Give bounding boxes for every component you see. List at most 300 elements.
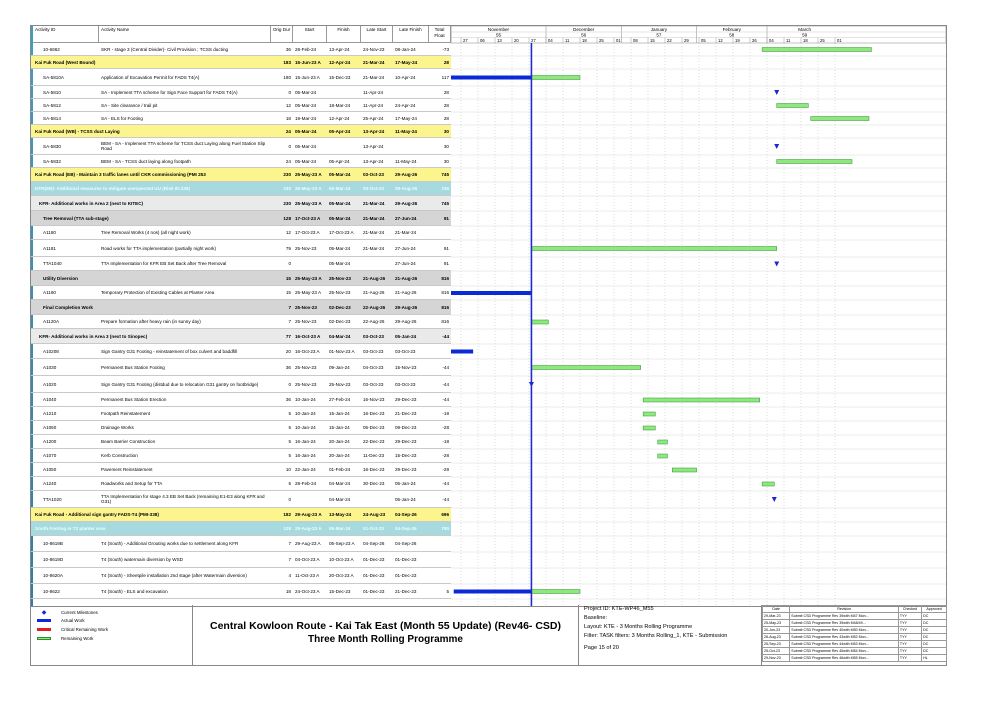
cell-tf: -44 xyxy=(442,381,449,387)
cell-start: 25-May-23 A xyxy=(295,172,322,177)
cell-lf: 29-Aug-26 xyxy=(395,172,418,177)
cell-start: 15-Jun-23 A xyxy=(295,59,321,65)
revision-cell: HL xyxy=(922,655,947,662)
cell-finish: 20-Jan-24 xyxy=(329,453,350,458)
cell-start xyxy=(293,257,327,270)
cell-finish: 02-Dec-23 xyxy=(329,319,351,324)
cell-tf: 30 xyxy=(443,143,449,149)
cell-start: 25-Nov-23 xyxy=(295,245,317,251)
cell-ls: 21-Mar-24 xyxy=(363,245,385,251)
cell-start: 25-Nov-23 xyxy=(295,304,317,310)
cell-tf xyxy=(429,536,451,551)
table-row[interactable] xyxy=(31,315,451,329)
table-row[interactable] xyxy=(31,491,451,508)
cell-start: 25-May-23 A xyxy=(295,200,322,206)
table-row[interactable] xyxy=(31,43,451,56)
remaining-work-bar xyxy=(762,482,774,486)
revision-cell: 29-Nov-23 xyxy=(763,655,790,662)
table-row[interactable] xyxy=(31,155,451,168)
col-header-late-start[interactable]: Late Start xyxy=(361,26,393,43)
table-row[interactable] xyxy=(31,240,451,257)
table-row[interactable] xyxy=(31,226,451,240)
cell-dur: 182 xyxy=(283,512,291,517)
cell-dur: 36 xyxy=(285,46,291,52)
revision-row xyxy=(763,648,947,655)
milestone-marker xyxy=(772,497,777,502)
cell-name: T4 (South) - Additional Grouting works due to settlement along KFR xyxy=(101,541,239,546)
table-row[interactable] xyxy=(31,393,451,407)
cell-lf: 04-Sep-26 xyxy=(395,512,417,517)
group-header-row[interactable] xyxy=(31,508,451,522)
cell-finish: 02-Dec-23 xyxy=(329,304,351,310)
cell-dur: 0 xyxy=(288,143,291,149)
cell-name: T4 (South) watermain diversion by WSD xyxy=(101,557,183,562)
cell-ls: 01-Dec-23 xyxy=(363,557,385,562)
cell-name: Sign Gantry G31 Footing - reinstatement of box culvert and baddfill xyxy=(101,348,238,354)
revision-table xyxy=(761,605,947,665)
remaining-work-bar xyxy=(777,160,852,164)
revision-cell: TYY xyxy=(898,641,921,648)
cell-ls: 21-Aug-26 xyxy=(363,290,385,295)
group-header-row[interactable] xyxy=(31,56,451,69)
legend-remaining-work xyxy=(37,636,93,641)
title-block xyxy=(192,605,579,665)
table-row[interactable] xyxy=(31,421,451,435)
project-info xyxy=(581,605,761,665)
cell-finish: 01-Nov-23 A xyxy=(329,348,355,354)
col-header-activity-name[interactable]: Activity Name xyxy=(99,26,271,43)
cell-name: SA - ELS for Footing xyxy=(101,115,143,121)
table-row[interactable] xyxy=(31,449,451,463)
cell-tf: -28 xyxy=(442,425,449,430)
cell-start: 25-May-23 A xyxy=(295,275,322,281)
cell-lf: 15-Dec-23 xyxy=(395,453,417,458)
revision-cell: TYY xyxy=(898,627,921,634)
cell-tf: -44 xyxy=(442,333,449,339)
table-row[interactable] xyxy=(31,138,451,155)
cell-ls: 01-Oct-23 xyxy=(363,526,384,531)
remaining-work-bar xyxy=(531,76,580,80)
cell-lf: 08-Jan-24 xyxy=(395,46,416,52)
cell-lf: 03-Oct-23 xyxy=(395,381,416,387)
group-header-row[interactable] xyxy=(31,211,451,226)
week-label: 27 xyxy=(531,38,536,43)
cell-tf: -44 xyxy=(442,364,449,370)
cell-tf: 91 xyxy=(443,215,449,221)
cell-start: 25-Nov-23 xyxy=(295,364,317,370)
group-header-row[interactable] xyxy=(31,168,451,182)
cell-finish: 05-Mar-24 xyxy=(329,261,351,266)
table-row[interactable] xyxy=(31,376,451,393)
programme-subtitle: Three Month Rolling Programme xyxy=(307,634,463,645)
cell-name: Kerb Construction xyxy=(101,453,138,458)
cell-finish: 20-Oct-23 A xyxy=(329,573,354,578)
remaining-work-bar xyxy=(531,590,580,594)
milestone-diamond-icon: ◆ xyxy=(41,610,47,616)
cell-dur: 20 xyxy=(285,348,291,354)
cell-ls: 22-Aug-26 xyxy=(363,304,386,310)
cell-finish: 13-May-24 xyxy=(329,512,352,517)
cell-id: 10-8620A xyxy=(43,573,63,578)
cell-dur: 230 xyxy=(283,200,291,206)
revision-header: Revision xyxy=(790,606,899,613)
revision-row xyxy=(763,655,947,662)
cell-start: 04-Oct-23 A xyxy=(295,557,320,562)
cell-name: Drainage Works xyxy=(101,425,134,430)
table-row[interactable] xyxy=(31,359,451,376)
month-number-label: 57 xyxy=(656,32,662,38)
cell-finish: 20-Jan-24 xyxy=(329,439,350,444)
cell-finish: 05-Mar-24 xyxy=(329,200,351,206)
cell-id: KFR(EB)- Additional measures to mitigate unexpected UU (Risk ID:239) xyxy=(35,186,191,191)
cell-finish: 12-Apr-24 xyxy=(329,115,350,121)
cell-lf: 04-Sep-26 xyxy=(395,526,417,531)
cell-ls: 16-Dec-23 xyxy=(363,411,385,416)
cell-name: SA - Implement TTA scheme for Sign Face Support for FADS T4(A) xyxy=(101,89,238,95)
legend-current-milestones xyxy=(37,609,98,616)
table-row[interactable] xyxy=(31,584,451,599)
cell-id: South Footing in T2 planter area xyxy=(35,526,106,531)
cell-tf: 745 xyxy=(441,200,449,206)
schedule-sheet xyxy=(30,25,947,607)
cell-ls: 03-Oct-23 xyxy=(363,348,384,354)
cell-id: Kai Fuk Road (EB) - Maintain 3 traffic lanes until CKR commissioning (PMI 253 xyxy=(35,172,206,177)
cell-lf xyxy=(393,138,429,154)
cell-finish: 05-Mar-24 xyxy=(329,526,351,531)
cell-id: A1210 xyxy=(43,411,57,416)
cell-id: 10-8619D xyxy=(43,557,64,562)
cell-dur: 7 xyxy=(288,319,291,324)
cell-dur: 5 xyxy=(288,425,291,430)
cell-name: SKR - stage 3 (Central Divider)- Civil Provision ; TCSS ducting xyxy=(101,46,229,52)
month-number-label: 55 xyxy=(495,32,502,38)
cell-lf: 27-Jun-24 xyxy=(395,215,417,221)
cell-dur: 12 xyxy=(285,230,291,235)
cell-ls: 11-Apr-24 xyxy=(363,89,384,95)
cell-id: A1040 xyxy=(43,397,57,402)
cell-name: Application of Excavation Permit for FADS T4(A) xyxy=(101,74,200,80)
cell-name: Tree Removal Works (4 nos) (all night work) xyxy=(101,230,191,235)
cell-id: 10-8622 xyxy=(43,588,60,594)
legend-critical-remaining xyxy=(37,627,108,632)
cell-start: 16-Oct-23 A xyxy=(295,333,321,339)
cell-id: A1200 xyxy=(43,439,57,444)
cell-tf: 780 xyxy=(441,526,449,531)
cell-finish: 05-Mar-24 xyxy=(329,172,351,177)
programme-title: Central Kowloon Route - Kai Tak East (Month 55 Update) (Rev46- CSD) xyxy=(209,620,561,632)
cell-ls: 21-Mar-24 xyxy=(363,230,385,235)
col-header-total-float[interactable]: Total Float xyxy=(429,26,451,43)
group-header-row[interactable] xyxy=(31,182,451,196)
cell-dur: 4 xyxy=(288,573,291,578)
cell-start xyxy=(293,491,327,507)
cell-tf: 30 xyxy=(443,158,449,164)
cell-tf: 117 xyxy=(441,74,449,80)
cell-dur: 24 xyxy=(285,158,291,164)
col-header-start[interactable]: Start xyxy=(293,26,327,43)
cell-id: A1050 xyxy=(43,467,57,472)
cell-lf: 17-May-24 xyxy=(395,115,417,121)
cell-tf: -44 xyxy=(442,481,449,486)
cell-start: 17-Oct-23 A xyxy=(295,215,321,221)
cell-tf: 28 xyxy=(443,102,449,108)
revision-cell: TYY xyxy=(898,634,921,641)
cell-finish: 05-Sep-23 A xyxy=(329,541,355,546)
group-header-row[interactable] xyxy=(31,329,451,344)
col-header-late-finish[interactable]: Late Finish xyxy=(393,26,429,43)
cell-finish: 05-Mar-24 xyxy=(329,215,351,221)
group-header-row[interactable] xyxy=(31,300,451,315)
cell-start: 05-Mar-24 xyxy=(295,89,317,95)
table-row[interactable] xyxy=(31,344,451,359)
cell-ls: 25-Apr-24 xyxy=(363,115,384,121)
cell-lf: 21-Aug-26 xyxy=(395,275,418,281)
cell-finish: 05-Apr-24 xyxy=(329,128,351,134)
table-row[interactable] xyxy=(31,407,451,421)
cell-lf: 29-Dec-23 xyxy=(395,397,417,402)
cell-lf: 21-Dec-23 xyxy=(395,411,417,416)
revision-header: Checked xyxy=(898,606,921,613)
revision-cell: 25-Oct-23 xyxy=(763,648,790,655)
group-header-row[interactable] xyxy=(31,125,451,138)
revision-cell: Submit CSD Programme Rev 46with M55 Mon... xyxy=(790,655,899,662)
table-row[interactable] xyxy=(31,536,451,552)
remaining-work-bar xyxy=(811,117,869,121)
cell-lf: 24-Apr-24 xyxy=(395,102,416,108)
cell-dur: 0 xyxy=(288,496,291,502)
cell-dur: 128 xyxy=(283,215,291,221)
cell-id: Kai Fuk Road (WB) - TCSS duct Laying xyxy=(35,128,120,134)
cell-name: T4 (South) - ELS and excavation xyxy=(101,588,168,594)
cell-dur: 5 xyxy=(288,453,291,458)
cell-tf: -18 xyxy=(442,439,449,444)
cell-id: Tree Removal (TTA sub-stage) xyxy=(43,215,109,221)
cell-start: 05-Mar-24 xyxy=(295,128,317,134)
week-label: 11 xyxy=(786,38,791,43)
cell-lf: 03-Oct-23 xyxy=(395,348,416,354)
cell-id: A1060 xyxy=(43,425,57,430)
remaining-work-bar xyxy=(531,366,640,370)
cell-start: 17-Oct-23 A xyxy=(295,230,320,235)
cell-ls: 16-Dec-23 xyxy=(363,467,385,472)
cell-finish: 25-Nov-23 xyxy=(329,275,351,281)
legend-label: Critical Remaining Work xyxy=(61,627,109,632)
remaining-work-bar xyxy=(531,247,776,251)
cell-start: 05-Mar-24 xyxy=(295,158,317,164)
cell-lf: 29-Dec-23 xyxy=(395,467,417,472)
revision-cell: TYY xyxy=(898,613,921,620)
cell-ls: 21-Mar-24 xyxy=(363,200,385,206)
revision-cell: DC xyxy=(922,613,947,620)
week-label: 08 xyxy=(633,38,638,43)
table-row[interactable] xyxy=(31,257,451,271)
cell-id: SA-5812 xyxy=(43,102,61,108)
group-header-row[interactable] xyxy=(31,271,451,286)
cell-tf: -28 xyxy=(442,453,449,458)
cell-id: A1180 xyxy=(43,230,56,235)
cell-ls: 24-Nov-23 xyxy=(363,46,385,52)
cell-start: 15-Jun-23 A xyxy=(295,74,320,80)
revision-cell: TYY xyxy=(898,620,921,627)
cell-start: 29-Aug-23 A xyxy=(295,541,321,546)
cell-lf: 05-Jan-24 xyxy=(395,481,416,486)
cell-start: 25-Nov-23 xyxy=(295,319,317,324)
cell-lf: 04-Sep-26 xyxy=(395,541,417,546)
milestone-marker xyxy=(774,90,779,95)
col-header-activity-id[interactable]: Activity ID xyxy=(33,26,99,43)
week-label: 27 xyxy=(463,38,468,43)
actual-work-bar xyxy=(451,350,473,354)
month-label: December xyxy=(573,27,595,32)
cell-name: Beam Barrier Construction xyxy=(101,439,156,444)
cell-name: TTA Implementation for KFR EB Set Back after Tree Removal xyxy=(101,261,227,266)
week-label: 05 xyxy=(701,38,706,43)
cell-tf: 745 xyxy=(441,186,449,191)
cell-id: A1160 xyxy=(43,290,56,295)
cell-finish: 25-Nov-23 xyxy=(329,290,351,295)
cell-id: A1120A xyxy=(43,319,60,324)
cell-lf: 09-Dec-23 xyxy=(395,425,417,430)
actual-work-bar xyxy=(454,590,532,594)
legend-label: Current Milestones xyxy=(61,610,98,615)
revision-header: Date xyxy=(763,606,790,613)
week-label: 19 xyxy=(735,38,740,43)
cell-start: 29-Aug-23 A xyxy=(295,526,322,531)
cell-start: 28-Feb-24 xyxy=(295,481,317,486)
cell-name: Pavement Reinstatement xyxy=(101,467,153,472)
col-header-finish[interactable]: Finish xyxy=(327,26,361,43)
cell-ls: 22-Aug-26 xyxy=(363,319,385,324)
cell-ls: 11-Dec-23 xyxy=(363,453,385,458)
revision-cell: 25-Sep-23 xyxy=(763,641,790,648)
cell-name: Footpath Reinstatement xyxy=(101,411,151,416)
cell-id: A1240 xyxy=(43,481,57,486)
cell-id: A1020 xyxy=(43,381,57,387)
cell-ls: 11-Apr-24 xyxy=(363,102,384,108)
cell-ls: 03-Oct-23 xyxy=(363,186,384,191)
cell-ls: 01-Dec-23 xyxy=(363,573,385,578)
remaining-work-bar xyxy=(777,104,809,108)
remaining-work-bar xyxy=(643,398,760,402)
cell-start: 24-Oct-23 A xyxy=(295,588,320,594)
cell-name: Permanent Bus Station Footing xyxy=(101,364,165,370)
cell-id: A1030 xyxy=(43,364,57,370)
cell-id: 10-6662 xyxy=(43,46,60,52)
cell-id: SA-5810 xyxy=(43,89,61,95)
cell-finish xyxy=(327,138,361,154)
cell-ls: 21-Mar-24 xyxy=(363,215,385,221)
cell-dur: 15 xyxy=(285,290,291,295)
table-row[interactable] xyxy=(31,112,451,125)
cell-tf: 91 xyxy=(443,245,449,251)
table-row[interactable] xyxy=(31,435,451,449)
revision-cell: Submit CSD Programme Rev 43with M52 Mon... xyxy=(790,634,899,641)
week-label: 04 xyxy=(548,38,553,43)
cell-id: Kai Fuk Road (West Bound) xyxy=(35,59,96,65)
cell-name: BEM - SA - TCSS duct laying along footpath xyxy=(101,158,191,164)
cell-tf: 28 xyxy=(443,115,449,121)
cell-tf: 816 xyxy=(441,275,449,281)
project-id: Project ID: KTE-WP46_M55 xyxy=(584,606,654,612)
table-row[interactable] xyxy=(31,552,451,568)
cell-name: Sign Gantry G31 Footing (distdud due to relocation G31 gantry on footbridge) xyxy=(101,381,259,387)
cell-tf: 816 xyxy=(441,304,449,310)
cell-id: Kai Fuk Road - Additional sign gantry FADS-T4 (PMI-338) xyxy=(35,512,159,517)
cell-start: 25-Nov-23 xyxy=(295,381,317,387)
critical-work-swatch xyxy=(37,628,51,631)
footer xyxy=(30,605,947,666)
cell-ls: 01-Dec-23 xyxy=(363,588,385,594)
table-row[interactable] xyxy=(31,463,451,477)
cell-lf: 11-May-24 xyxy=(395,158,417,164)
cell-tf: 5 xyxy=(446,588,449,594)
cell-lf: 21-Dec-23 xyxy=(395,588,417,594)
cell-dur: 18 xyxy=(285,588,291,594)
revision-cell: 25-May-23 xyxy=(763,620,790,627)
cell-finish: 05-Mar-24 xyxy=(329,245,351,251)
cell-lf: 29-Aug-26 xyxy=(395,319,417,324)
group-header-row[interactable] xyxy=(31,196,451,211)
revision-cell: DC xyxy=(922,627,947,634)
cell-id: SA-5810A xyxy=(43,74,64,80)
cell-tf xyxy=(429,568,451,583)
week-label: 26 xyxy=(752,38,757,43)
week-label: 15 xyxy=(650,38,655,43)
revision-row xyxy=(763,634,947,641)
gantt-svg xyxy=(451,26,946,606)
cell-tf xyxy=(429,226,451,239)
revision-cell: TYY xyxy=(898,648,921,655)
cell-lf: 17-May-24 xyxy=(395,59,418,65)
revision-cell: 20-Jun-23 xyxy=(763,627,790,634)
group-header-row[interactable] xyxy=(31,522,451,536)
cell-lf: 29-Dec-23 xyxy=(395,439,417,444)
cell-start: 11-Oct-23 A xyxy=(295,573,320,578)
timescale-header xyxy=(451,26,946,43)
cell-name: Prepare formation after heavy rain (in sunny day) xyxy=(101,319,201,324)
cell-dur: 0 xyxy=(288,381,291,387)
month-label: February xyxy=(722,27,741,32)
cell-ls: 21-Mar-24 xyxy=(363,74,385,80)
cell-dur: 183 xyxy=(283,59,291,65)
baseline: Baseline: xyxy=(584,615,608,621)
cell-ls: 03-Oct-23 xyxy=(363,172,384,177)
table-row[interactable] xyxy=(31,69,451,86)
cell-id: TTA1020 xyxy=(43,496,62,502)
cell-dur: 128 xyxy=(283,526,291,531)
col-header-orig-dur[interactable]: Orig Dur xyxy=(271,26,293,43)
cell-finish: 04-Mar-24 xyxy=(329,496,351,502)
week-label: 25 xyxy=(599,38,604,43)
table-row[interactable] xyxy=(31,477,451,491)
table-row[interactable] xyxy=(31,99,451,112)
cell-dur: 36 xyxy=(285,364,291,370)
cell-dur: 12 xyxy=(285,102,291,108)
revision-cell: 28-Aug-23 xyxy=(763,634,790,641)
cell-lf: 01-Dec-23 xyxy=(395,557,417,562)
table-row[interactable] xyxy=(31,286,451,300)
cell-ls: 16-Nov-23 xyxy=(363,397,385,402)
week-label: 01 xyxy=(616,38,621,43)
table-row[interactable] xyxy=(31,568,451,584)
table-row[interactable] xyxy=(31,86,451,99)
revision-cell: Submit CSD Programme Rev 45with M54 Mon... xyxy=(790,648,899,655)
cell-finish: 15-Jan-24 xyxy=(329,411,350,416)
cell-start: 10-Jan-24 xyxy=(295,425,316,430)
revision-cell: DC xyxy=(922,641,947,648)
month-label: November xyxy=(487,27,510,32)
week-label: 18 xyxy=(582,38,587,43)
